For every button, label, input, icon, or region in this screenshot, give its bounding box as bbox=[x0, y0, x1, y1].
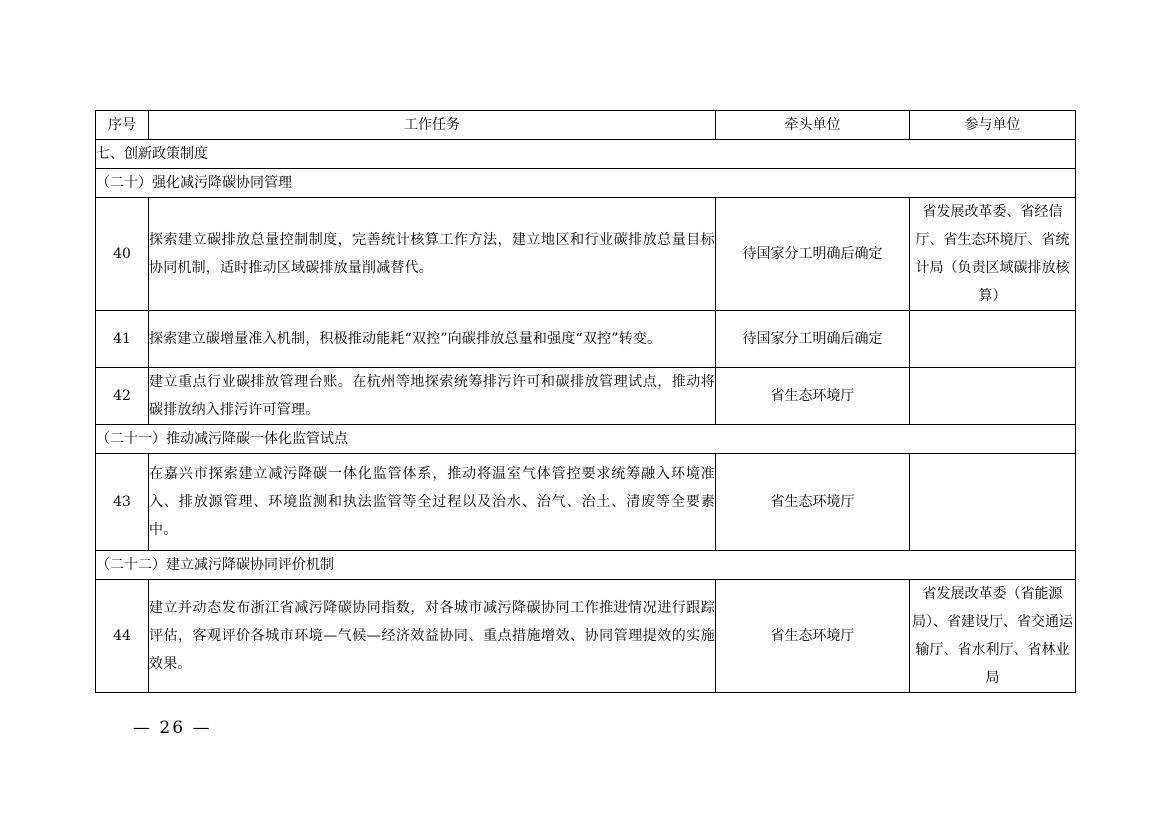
section-title: 七、创新政策制度 bbox=[96, 140, 1076, 169]
row-lead: 省生态环境厅 bbox=[716, 580, 910, 693]
row-participants bbox=[910, 368, 1076, 425]
group-title: （二十）强化减污降碳协同管理 bbox=[96, 169, 1076, 198]
header-no: 序号 bbox=[96, 111, 149, 140]
header-participants: 参与单位 bbox=[910, 111, 1076, 140]
group-title: （二十二）建立减污降碳协同评价机制 bbox=[96, 551, 1076, 580]
group-row bbox=[96, 169, 1076, 198]
row-task: 探索建立碳增量准入机制，积极推动能耗“双控”向碳排放总量和强度“双控”转变。 bbox=[149, 311, 716, 368]
row-task: 在嘉兴市探索建立减污降碳一体化监管体系，推动将温室气体管控要求统筹融入环境准入、排放源管理、环境监测和执法监管等全过程以及治水、治气、治土、清废等全要素中。 bbox=[149, 454, 716, 551]
row-task: 探索建立碳排放总量控制制度，完善统计核算工作方法，建立地区和行业碳排放总量目标协同机制，适时推动区域碳排放量削减替代。 bbox=[149, 198, 716, 311]
table-row bbox=[96, 580, 1076, 693]
row-task: 建立重点行业碳排放管理台账。在杭州等地探索统筹排污许可和碳排放管理试点，推动将碳排放纳入排污许可管理。 bbox=[149, 368, 716, 425]
page-number: — 26 — bbox=[133, 718, 212, 738]
row-participants bbox=[910, 311, 1076, 368]
table-row bbox=[96, 368, 1076, 425]
row-participants: 省发展改革委、省经信厅、省生态环境厅、省统计局（负责区域碳排放核算） bbox=[910, 198, 1076, 311]
header-task: 工作任务 bbox=[149, 111, 716, 140]
section-row bbox=[96, 140, 1076, 169]
group-row bbox=[96, 425, 1076, 454]
row-participants bbox=[910, 454, 1076, 551]
row-lead: 省生态环境厅 bbox=[716, 368, 910, 425]
row-lead: 省生态环境厅 bbox=[716, 454, 910, 551]
row-no: 40 bbox=[96, 198, 149, 311]
group-title: （二十一）推动减污降碳一体化监管试点 bbox=[96, 425, 1076, 454]
row-lead: 待国家分工明确后确定 bbox=[716, 198, 910, 311]
row-no: 43 bbox=[96, 454, 149, 551]
row-lead: 待国家分工明确后确定 bbox=[716, 311, 910, 368]
row-participants: 省发展改革委（省能源局）、省建设厅、省交通运输厅、省水利厅、省林业局 bbox=[910, 580, 1076, 693]
task-table bbox=[95, 110, 1076, 693]
table-row bbox=[96, 311, 1076, 368]
table-row bbox=[96, 454, 1076, 551]
group-row bbox=[96, 551, 1076, 580]
header-row bbox=[96, 111, 1076, 140]
table-row bbox=[96, 198, 1076, 311]
row-no: 44 bbox=[96, 580, 149, 693]
row-no: 42 bbox=[96, 368, 149, 425]
row-task: 建立并动态发布浙江省减污降碳协同指数，对各城市减污降碳协同工作推进情况进行跟踪评估，客观评价各城市环境—气候—经济效益协同、重点措施增效、协同管理提效的实施效果。 bbox=[149, 580, 716, 693]
header-lead: 牵头单位 bbox=[716, 111, 910, 140]
row-no: 41 bbox=[96, 311, 149, 368]
